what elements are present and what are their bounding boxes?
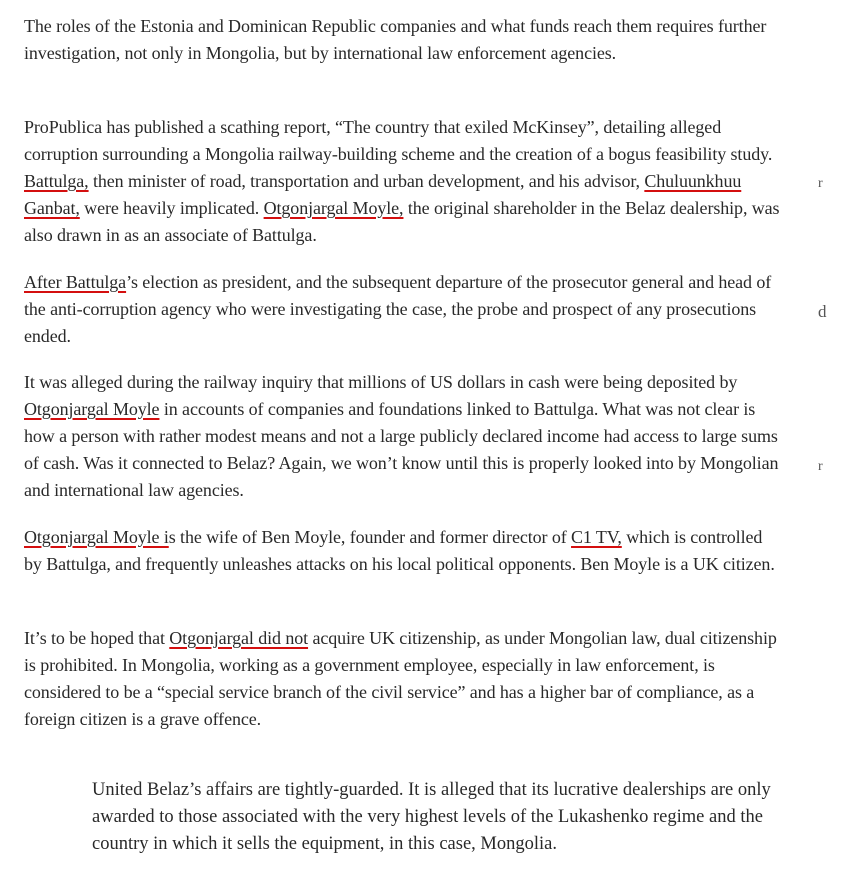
paragraph-text: s the wife of Ben Moyle, founder and former director of [168,527,572,547]
blockquote-united-belaz: United Belaz’s affairs are tightly-guarded. It is alleged that its lucrative dealerships are only awarded to those associated with the very highest levels of the Lukashenko regime and the country in which it sells the equipment, in this case, Mongolia. [92,780,771,854]
paragraph-battulga-election [24,269,784,350]
paragraph-text: It was alleged during the railway inquiry that millions of US dollars in cash were being deposited by [24,372,738,392]
paragraph-uk-citizenship [24,625,784,733]
paragraph-estonia-dominican [24,13,784,67]
underlined-highlight[interactable]: C1 TV, [571,527,622,547]
paragraph-text: acquire UK citizenship, as under Mongolian law, dual citizenship is prohibited. In Mongolia, working as a government employee, especially in law enforcement, is considered to be a “special service branch of the civil service” and has a higher bar of compliance, as a foreign citizen is a grave offence. [24,628,777,729]
underlined-highlight[interactable]: Otgonjargal Moyle [24,399,160,419]
paragraph-cash-deposits [24,369,784,504]
underlined-highlight[interactable]: Battulga, [24,171,89,191]
paragraph-text: The roles of the Estonia and Dominican Republic companies and what funds reach them requires further investigation, not only in Mongolia, but by international law enforcement agencies. [24,16,767,63]
underlined-highlight[interactable]: Otgonjargal did not [169,628,309,648]
paragraph-text: then minister of road, transportation and urban development, and his advisor, [88,171,645,191]
underlined-highlight[interactable]: Otgonjargal Moyle i [24,527,169,547]
paragraph-propublica-report [24,114,784,249]
paragraph-text: were heavily implicated. [79,198,264,218]
underlined-highlight[interactable]: After Battulga [24,272,127,292]
margin-mark-1: r [818,176,823,191]
underlined-highlight[interactable]: Chuluunkhuu Ganbat, [24,171,742,218]
paragraph-text: which is controlled by Battulga, and frequently unleashes attacks on his local political opponents. Ben Moyle is a UK citizen. [24,527,775,574]
margin-mark-2: d [818,302,827,321]
paragraph-text: ProPublica has published a scathing report, “The country that exiled McKinsey”, detailing alleged corruption surrounding a Mongolia railway-building scheme and the creation of a bogus feasibility study. [24,117,773,164]
paragraph-moyle-wife [24,524,784,578]
paragraph-text: in accounts of companies and foundations linked to Battulga. What was not clear is how a person with rather modest means and not a large publicly declared income had access to large sums of cash. Was it connected to Belaz? Again, we won’t know until this is properly looked into by Mongolian and international law agencies. [24,399,779,500]
margin-mark-3: r [818,459,823,474]
underlined-highlight[interactable]: Otgonjargal Moyle, [263,198,404,218]
paragraph-text: the original shareholder in the Belaz dealership, was also drawn in as an associate of Battulga. [24,198,780,245]
paragraph-text: It’s to be hoped that [24,628,170,648]
paragraph-text: ’s election as president, and the subsequent departure of the prosecutor general and head of the anti-corruption agency who were investigating the case, the probe and prospect of any prosecutions ended. [24,272,772,346]
